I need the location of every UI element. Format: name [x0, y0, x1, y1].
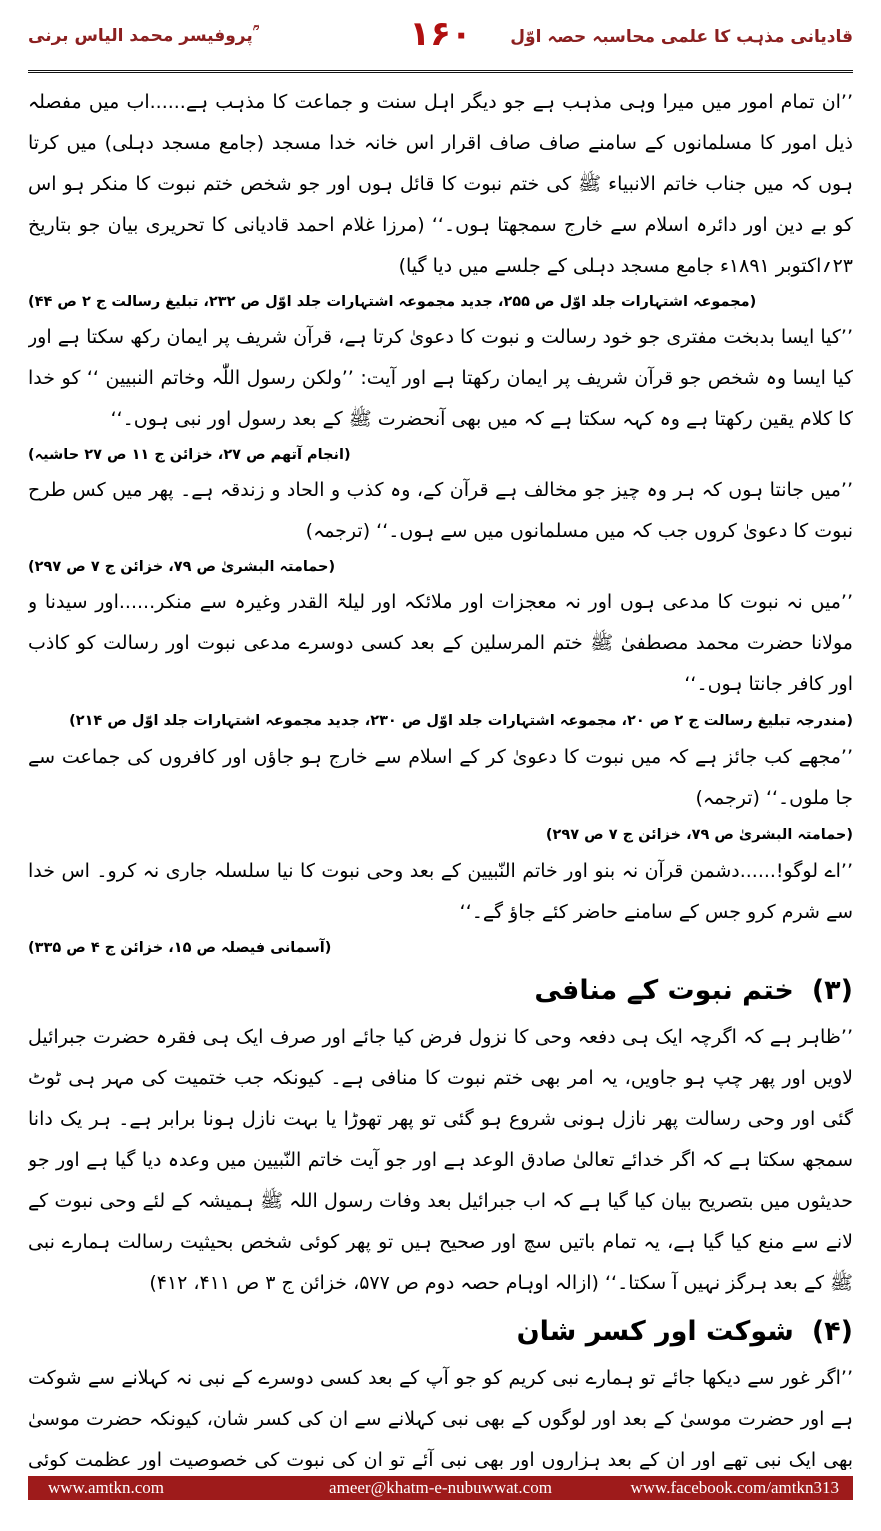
quote-paragraph: ’’ان تمام امور میں میرا وہی مذہب ہے جو دیگر اہل سنت و جماعت کا مذہب ہے......اب میں مفصلہ ذیل امور کا مسلمانوں کے سامنے صاف صاف اقرار اس خانہ خدا مسجد (جامع مسجد دہلی) میں کرتا ہوں کہ میں جناب خاتم الانبیاء ﷺ کی ختم نبوت کا قائل ہوں اور جو شخص ختم نبوت کا منکر ہو اس کو بے دین اور دائرہ اسلام سے خارج سمجھتا ہوں۔‘‘ (مرزا غلام احمد قادیانی کا تحریری بیان جو بتاریخ ۲۳؍اکتوبر ۱۸۹۱ء جامع مسجد دہلی کے جلسے میں دیا گیا) — [28, 91, 853, 277]
quote-paragraph: ’’میں نہ نبوت کا مدعی ہوں اور نہ معجزات اور ملائکہ اور لیلۃ القدر وغیرہ سے منکر......اور سیدنا و مولانا حضرت محمد مصطفیٰ ﷺ ختم المرسلین کے بعد کسی دوسرے مدعی نبوت اور رسالت کو کاذب اور کافر جانتا ہوں۔‘‘ — [28, 591, 853, 695]
reference: (آسمانی فیصلہ ص ۱۵، خزائن ج ۴ ص ۳۳۵) — [28, 940, 332, 956]
section-heading-3 — [28, 965, 853, 1017]
reference: (حمامتہ البشریٰ ص ۷۹، خزائن ج ۷ ص ۲۹۷) — [545, 827, 853, 843]
quote-paragraph: ’’اے لوگو!......دشمن قرآن نہ بنو اور خاتم النّبیین کے بعد وحی نبوت کا نیا سلسلہ جاری نہ کرو۔ اس خدا سے شرم کرو جس کے سامنے حاضر کئے جاؤ گے۔‘‘ — [28, 860, 853, 923]
quote-paragraph: ’’کیا ایسا بدبخت مفتری جو خود رسالت و نبوت کا دعویٰ کرتا ہے، قرآن شریف پر ایمان رکھ سکتا ہے اور کیا ایسا وہ شخص جو قرآن شریف پر ایمان رکھتا ہے اور آیت: ’’ولکن رسول اللّٰہ وخاتم النبیین ‘‘ کو خدا کا کلام یقین رکھتا ہے وہ کہہ سکتا ہے کہ میں بھی آنحضرت ﷺ کے بعد رسول اور نبی ہوں۔‘‘ — [28, 326, 853, 430]
reference: (مندرجہ تبلیغ رسالت ج ۲ ص ۲۰، مجموعہ اشتہارات جلد اوّل ص ۲۳۰، جدید مجموعہ اشتہارات جلد اوّل ص ۲۱۴) — [69, 713, 853, 729]
website-link[interactable]: www.amtkn.com — [48, 1478, 164, 1497]
page-header — [28, 14, 853, 70]
facebook-link[interactable]: www.facebook.com/amtkn313 — [630, 1478, 839, 1497]
page-footer — [28, 1476, 853, 1500]
quote-paragraph: ’’مجھے کب جائز ہے کہ میں نبوت کا دعویٰ کر کے اسلام سے خارج ہو جاؤں اور کافروں کی جماعت سے جا ملوں۔‘‘ (ترجمہ) — [28, 746, 853, 809]
header-divider — [28, 70, 853, 73]
section-title: ختم نبوت کے منافی — [534, 975, 794, 1006]
section-number: (۴) — [811, 1316, 853, 1347]
reference: (انجام آتھم ص ۲۷، خزائن ج ۱۱ ص ۲۷ حاشیہ) — [28, 447, 351, 463]
quote-paragraph: ’’ظاہر ہے کہ اگرچہ ایک ہی دفعہ وحی کا نزول فرض کیا جائے اور صرف ایک ہی فقرہ حضرت جبرائیل لاویں اور پھر چپ ہو جاویں، یہ امر بھی ختم نبوت کا منافی ہے۔ کیونکہ جب ختمیت کی مہر ہی ٹوٹ گئی اور وحی رسالت پھر نازل ہونی شروع ہو گئی تو پھر تھوڑا یا بہت نازل ہونا برابر ہے۔ ہر یک دانا سمجھ سکتا ہے کہ اگر خدائے تعالیٰ صادق الوعد ہے اور جو آیت خاتم النّبیین میں وعدہ دیا گیا ہے اور جو حدیثوں میں بتصریح بیان کیا گیا ہے کہ اب جبرائیل بعد وفات رسول اللہ ﷺ ہمیشہ کے لئے وحی نبوت کے لانے سے منع کیا گیا ہے، یہ تمام باتیں سچ اور صحیح ہیں تو پھر کوئی شخص بحیثیت رسالت ہمارے نبی ﷺ کے بعد ہرگز نہیں آ سکتا۔‘‘ (ازالہ اوہام حصہ دوم ص ۵۷۷، خزائن ج ۳ ص ۴۱۱، ۴۱۲) — [28, 1026, 853, 1294]
section-number: (۳) — [811, 975, 853, 1006]
reference: (مجموعہ اشتہارات جلد اوّل ص ۲۵۵، جدید مجموعہ اشتہارات جلد اوّل ص ۲۳۲، تبلیغ رسالت ج ۲ ص ۴۴) — [28, 294, 757, 310]
email-link[interactable]: ameer@khatm-e-nubuwwat.com — [329, 1478, 552, 1497]
section-title: شوکت اور کسر شان — [516, 1316, 794, 1347]
book-title: قادیانی مذہب کا علمی محاسبہ حصہ اوّل — [510, 27, 853, 47]
page-body — [28, 82, 853, 1470]
reference: (حمامتہ البشریٰ ص ۷۹، خزائن ج ۷ ص ۲۹۷) — [28, 559, 336, 575]
quote-paragraph: ’’میں جانتا ہوں کہ ہر وہ چیز جو مخالف ہے قرآن کے، وہ کذب و الحاد و زندقہ ہے۔ پھر میں کس طرح نبوت کا دعویٰ کروں جب کہ میں مسلمانوں میں سے ہوں۔‘‘ (ترجمہ) — [28, 479, 853, 542]
author-name: پروفیسر محمد الیاس برنی ؒ — [28, 26, 258, 46]
section-heading-4 — [28, 1306, 853, 1358]
quote-paragraph: ’’اگر غور سے دیکھا جائے تو ہمارے نبی کریم کو جو آپ کے بعد کسی دوسرے کے نبی نہ کہلانے سے شوکت ہے اور حضرت موسیٰ کے بعد اور لوگوں کے بھی نبی کہلانے سے ان کی کسر شان، کیونکہ حضرت موسیٰ بھی ایک نبی تھے اور ان کے بعد ہزاروں اور بھی نبی آئے تو ان کی نبوت کی خصوصیت اور عظمت کوئی — [28, 1367, 853, 1470]
page-number: ۱۶۰ — [409, 14, 472, 54]
